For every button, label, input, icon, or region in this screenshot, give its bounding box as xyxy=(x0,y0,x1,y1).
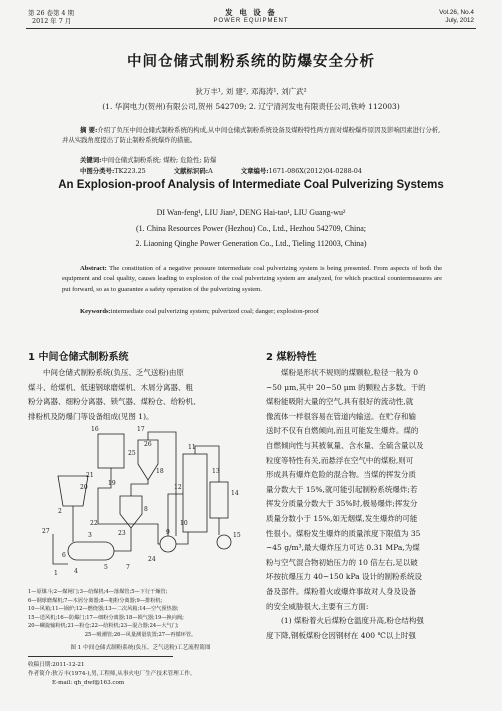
received-date: 收稿日期:2011-12-21 xyxy=(28,662,85,668)
figure-1-diagram xyxy=(28,424,253,584)
date-en: July, 2012 xyxy=(445,17,474,24)
fig-label: 18 xyxy=(156,468,164,475)
section-2-heading: 2 煤粉特性 xyxy=(266,352,317,363)
section-1-line: 中间仓储式制粉系统(负压、乏气送粉)由原 xyxy=(43,368,184,377)
fig-label: 6 xyxy=(62,552,66,559)
article-no-label: 文章编号: xyxy=(240,167,269,175)
author-email: E-mail: qh_dwf@163.com xyxy=(52,680,125,686)
section-2-line: 备及部件。煤粉着火或爆炸事故对人身及设备 xyxy=(266,586,416,596)
footnote-rule xyxy=(28,656,173,657)
doc-code-value: A xyxy=(208,167,213,175)
authors-en: DI Wan-feng¹, LIU Jian², DENG Hai-tao¹, LIU Guang-wu² xyxy=(156,208,346,217)
section-2-line: 像流体一样很容易在管道内输送。在贮存和输 xyxy=(266,411,416,421)
affiliations-en-2: 2. Liaoning Qinghe Power Generation Co., Ltd., Tieling 112003, China) xyxy=(135,239,367,248)
classification-line xyxy=(62,166,460,176)
section-2-line: 坏按抗爆压力 40~150 kPa 设计的制粉系统设 xyxy=(266,572,423,582)
section-2-line: ~45 g/m³,最大爆炸压力可达 0.31 MPa,为煤 xyxy=(266,543,420,553)
fig-label: 26 xyxy=(144,441,152,448)
section-2-line: 粒度等特性有关,而悬浮在空气中的煤粉,则可 xyxy=(266,455,414,465)
figure-labels xyxy=(28,424,253,584)
fig-label: 4 xyxy=(74,568,78,575)
volume-en: Vol.26, No.4 xyxy=(439,9,474,16)
section-1-line: 粉分离器、细粉分离器、锁气器、煤粉仓、给粉机、 xyxy=(28,397,201,407)
date-cn: 2012 年 7 月 xyxy=(32,17,72,25)
fig-label: 24 xyxy=(148,556,156,563)
abstract-en-label: Abstract: xyxy=(80,265,107,272)
abstract-cn xyxy=(62,125,442,145)
fig-label: 17 xyxy=(137,426,145,433)
section-1-body xyxy=(28,366,253,424)
fig-label: 5 xyxy=(104,564,108,571)
fig-label: 27 xyxy=(42,528,50,535)
keywords-en-label: Keywords: xyxy=(80,308,111,315)
fig-label: 25 xyxy=(128,450,136,457)
paper-title-en: An Explosion-proof Analysis of Intermediate Coal Pulverizing Systems xyxy=(58,179,444,191)
section-2-line: (1) 煤粉着火后煤粉仓温度升高,粉仓结构强 xyxy=(281,616,424,626)
fig-label: 15 xyxy=(233,532,241,539)
article-no-value: 1671-086X(2012)04-0288-04 xyxy=(268,167,362,175)
journal-name-cn: 发 电 设 备 xyxy=(225,8,277,17)
affiliations-en-1: (1. China Resources Power (Hezhou) Co., Ltd., Hezhou 542709, China; xyxy=(136,224,366,233)
abstract-en-text: The constitution of a negative pressure intermediate coal pulverizing system is being presented. From aspects of both the equipment and coal quality, causes leading to explosion of the coal pulverizing system are analyzed, for which practical countermeasures are put forward, so as to guarantee a safety operation of the pulverizing system. xyxy=(62,265,443,293)
section-1-line: 排粉机及防爆门等设备组成(见图 1)。 xyxy=(28,411,154,421)
section-2-line: 的安全威胁很大,主要有三方面: xyxy=(266,601,369,611)
section-2-line: 度下降,钢板煤粉仓因钢材在 400 ℃以上时强 xyxy=(266,630,416,640)
section-2-line: 自燃倾向性与其被氧量、含水量、全硫含量以及 xyxy=(266,440,424,450)
section-2-line: 质量分数小于 15%,如无烟煤,发生爆炸的可能 xyxy=(266,513,418,523)
fig-label: 10 xyxy=(180,520,188,527)
clc-label: 中图分类号: xyxy=(80,167,115,175)
figure-legend-line: 20—螺旋输粉机;21—粉仓;22—给粉机;23—混合器;24—大气门; xyxy=(28,623,179,630)
fig-label: 16 xyxy=(91,426,99,433)
fig-label: 21 xyxy=(86,472,94,479)
fig-label: 23 xyxy=(118,530,126,537)
running-header-center xyxy=(0,9,502,25)
journal-name-en: POWER EQUIPMENT xyxy=(213,18,289,24)
fig-label: 11 xyxy=(188,444,196,451)
fig-label: 14 xyxy=(231,490,239,497)
footnote xyxy=(28,661,196,688)
fig-label: 8 xyxy=(144,506,148,513)
doc-code-label: 文献标识码: xyxy=(173,167,209,175)
fig-label: 13 xyxy=(212,468,220,475)
section-2-line: 形成具有爆炸危险的混合物。当煤的挥发分质 xyxy=(266,470,416,480)
fig-label: 19 xyxy=(108,480,116,487)
section-2-line: 粉与空气混合物初始压力的 10 倍左右,足以破 xyxy=(266,557,418,567)
abstract-en xyxy=(62,264,442,295)
keywords-cn xyxy=(62,155,460,165)
fig-label: 1 xyxy=(54,570,58,577)
section-2-body xyxy=(266,366,476,643)
section-2-line: 性很小。煤粉发生爆炸的质量浓度下限值为 35 xyxy=(266,528,421,538)
figure-legend-line: 25—吸潮管;26—风量测量装置;27—再循环管。 xyxy=(84,631,197,638)
figure-caption: 图 1 中间仓储式制粉系统(负压、乏气送粉)工艺流程简图 xyxy=(70,645,211,651)
keywords-en xyxy=(62,307,460,317)
abstract-cn-label: 摘 要: xyxy=(80,126,98,134)
figure-legend-line: 15—送风机;16—防爆门;17—细粉分离器;18—锁气器;19—换向阀; xyxy=(28,614,184,621)
clc-value: TK223.25 xyxy=(114,167,146,175)
paper-title-cn: 中间仓储式制粉系统的防爆安全分析 xyxy=(127,54,375,70)
volume-cn: 第 26 卷第 4 期 xyxy=(28,9,74,17)
figure-legend-line: 1—原煤斗;2—煤闸门;3—给煤机;4—落煤管;5—下行干燥管; xyxy=(28,589,168,595)
section-2-line: 送时不仅有自燃倾向,而且可能发生爆炸。煤的 xyxy=(266,426,419,436)
fig-label: 2 xyxy=(58,508,62,515)
section-2-line: ~50 μm,其中 20~50 μm 的颗粒占多数。干的 xyxy=(266,382,426,392)
fig-label: 20 xyxy=(80,484,88,491)
author-bio: 作者简介:狄万丰(1974-),男,工程师,从事火电厂生产技术管理工作。 xyxy=(28,671,196,677)
fig-label: 3 xyxy=(88,532,92,539)
fig-label: 9 xyxy=(166,529,170,536)
section-1-line: 煤斗、给煤机、低速钢球磨煤机、木屑分离器、粗 xyxy=(28,382,193,392)
figure-legend-line: 6—钢球磨煤机;7—木屑分离器;8—粗粉分离器;9—排粉机; xyxy=(28,597,163,604)
abstract-cn-text: 介绍了负压中间仓储式制粉系统的构成,从中间仓储式制粉系统设备及煤粉特性两方面对煤粉爆炸原因及影响因素进行分析,并从实践角度提出了防止制粉系统爆炸的措施。 xyxy=(62,126,441,144)
header-rule xyxy=(26,28,476,29)
section-2-line: 量分数大于 15%,就可能引起制粉系统爆炸;若 xyxy=(266,484,418,494)
authors-cn: 狄万丰¹, 刘 建², 邓海涛¹, 刘广武² xyxy=(195,87,307,96)
section-2-line: 煤粉是形状不规则的煤颗粒,粒径一般为 0 xyxy=(281,368,419,377)
figure-legend xyxy=(28,588,253,640)
section-2-line: 煤粉能吸附大量的空气,具有很好的流动性,就 xyxy=(266,397,414,407)
fig-label: 12 xyxy=(174,484,182,491)
figure-legend-line: 10—风箱;11—锅炉;12—燃烧器;13—二次风箱;14—空气预热器; xyxy=(28,606,179,613)
keywords-cn-text: 中间仓储式制粉系统; 煤粉; 危险性; 防爆 xyxy=(101,156,217,164)
keywords-en-text: intermediate coal pulverizing system; pulverized coal; danger; explosion-proof xyxy=(110,308,319,315)
section-2-line: 挥发分质量分数大于 35%时,极易爆炸;挥发分 xyxy=(266,499,418,509)
fig-label: 22 xyxy=(90,520,98,527)
fig-label: 7 xyxy=(126,564,130,571)
running-header-right xyxy=(439,9,474,25)
affiliations-cn: (1. 华润电力(贺州)有限公司,贺州 542709; 2. 辽宁清河发电有限责任公司,铁岭 112003) xyxy=(102,102,400,111)
section-1-heading: 1 中间仓储式制粉系统 xyxy=(28,352,129,363)
keywords-cn-label: 关键词: xyxy=(80,156,102,164)
